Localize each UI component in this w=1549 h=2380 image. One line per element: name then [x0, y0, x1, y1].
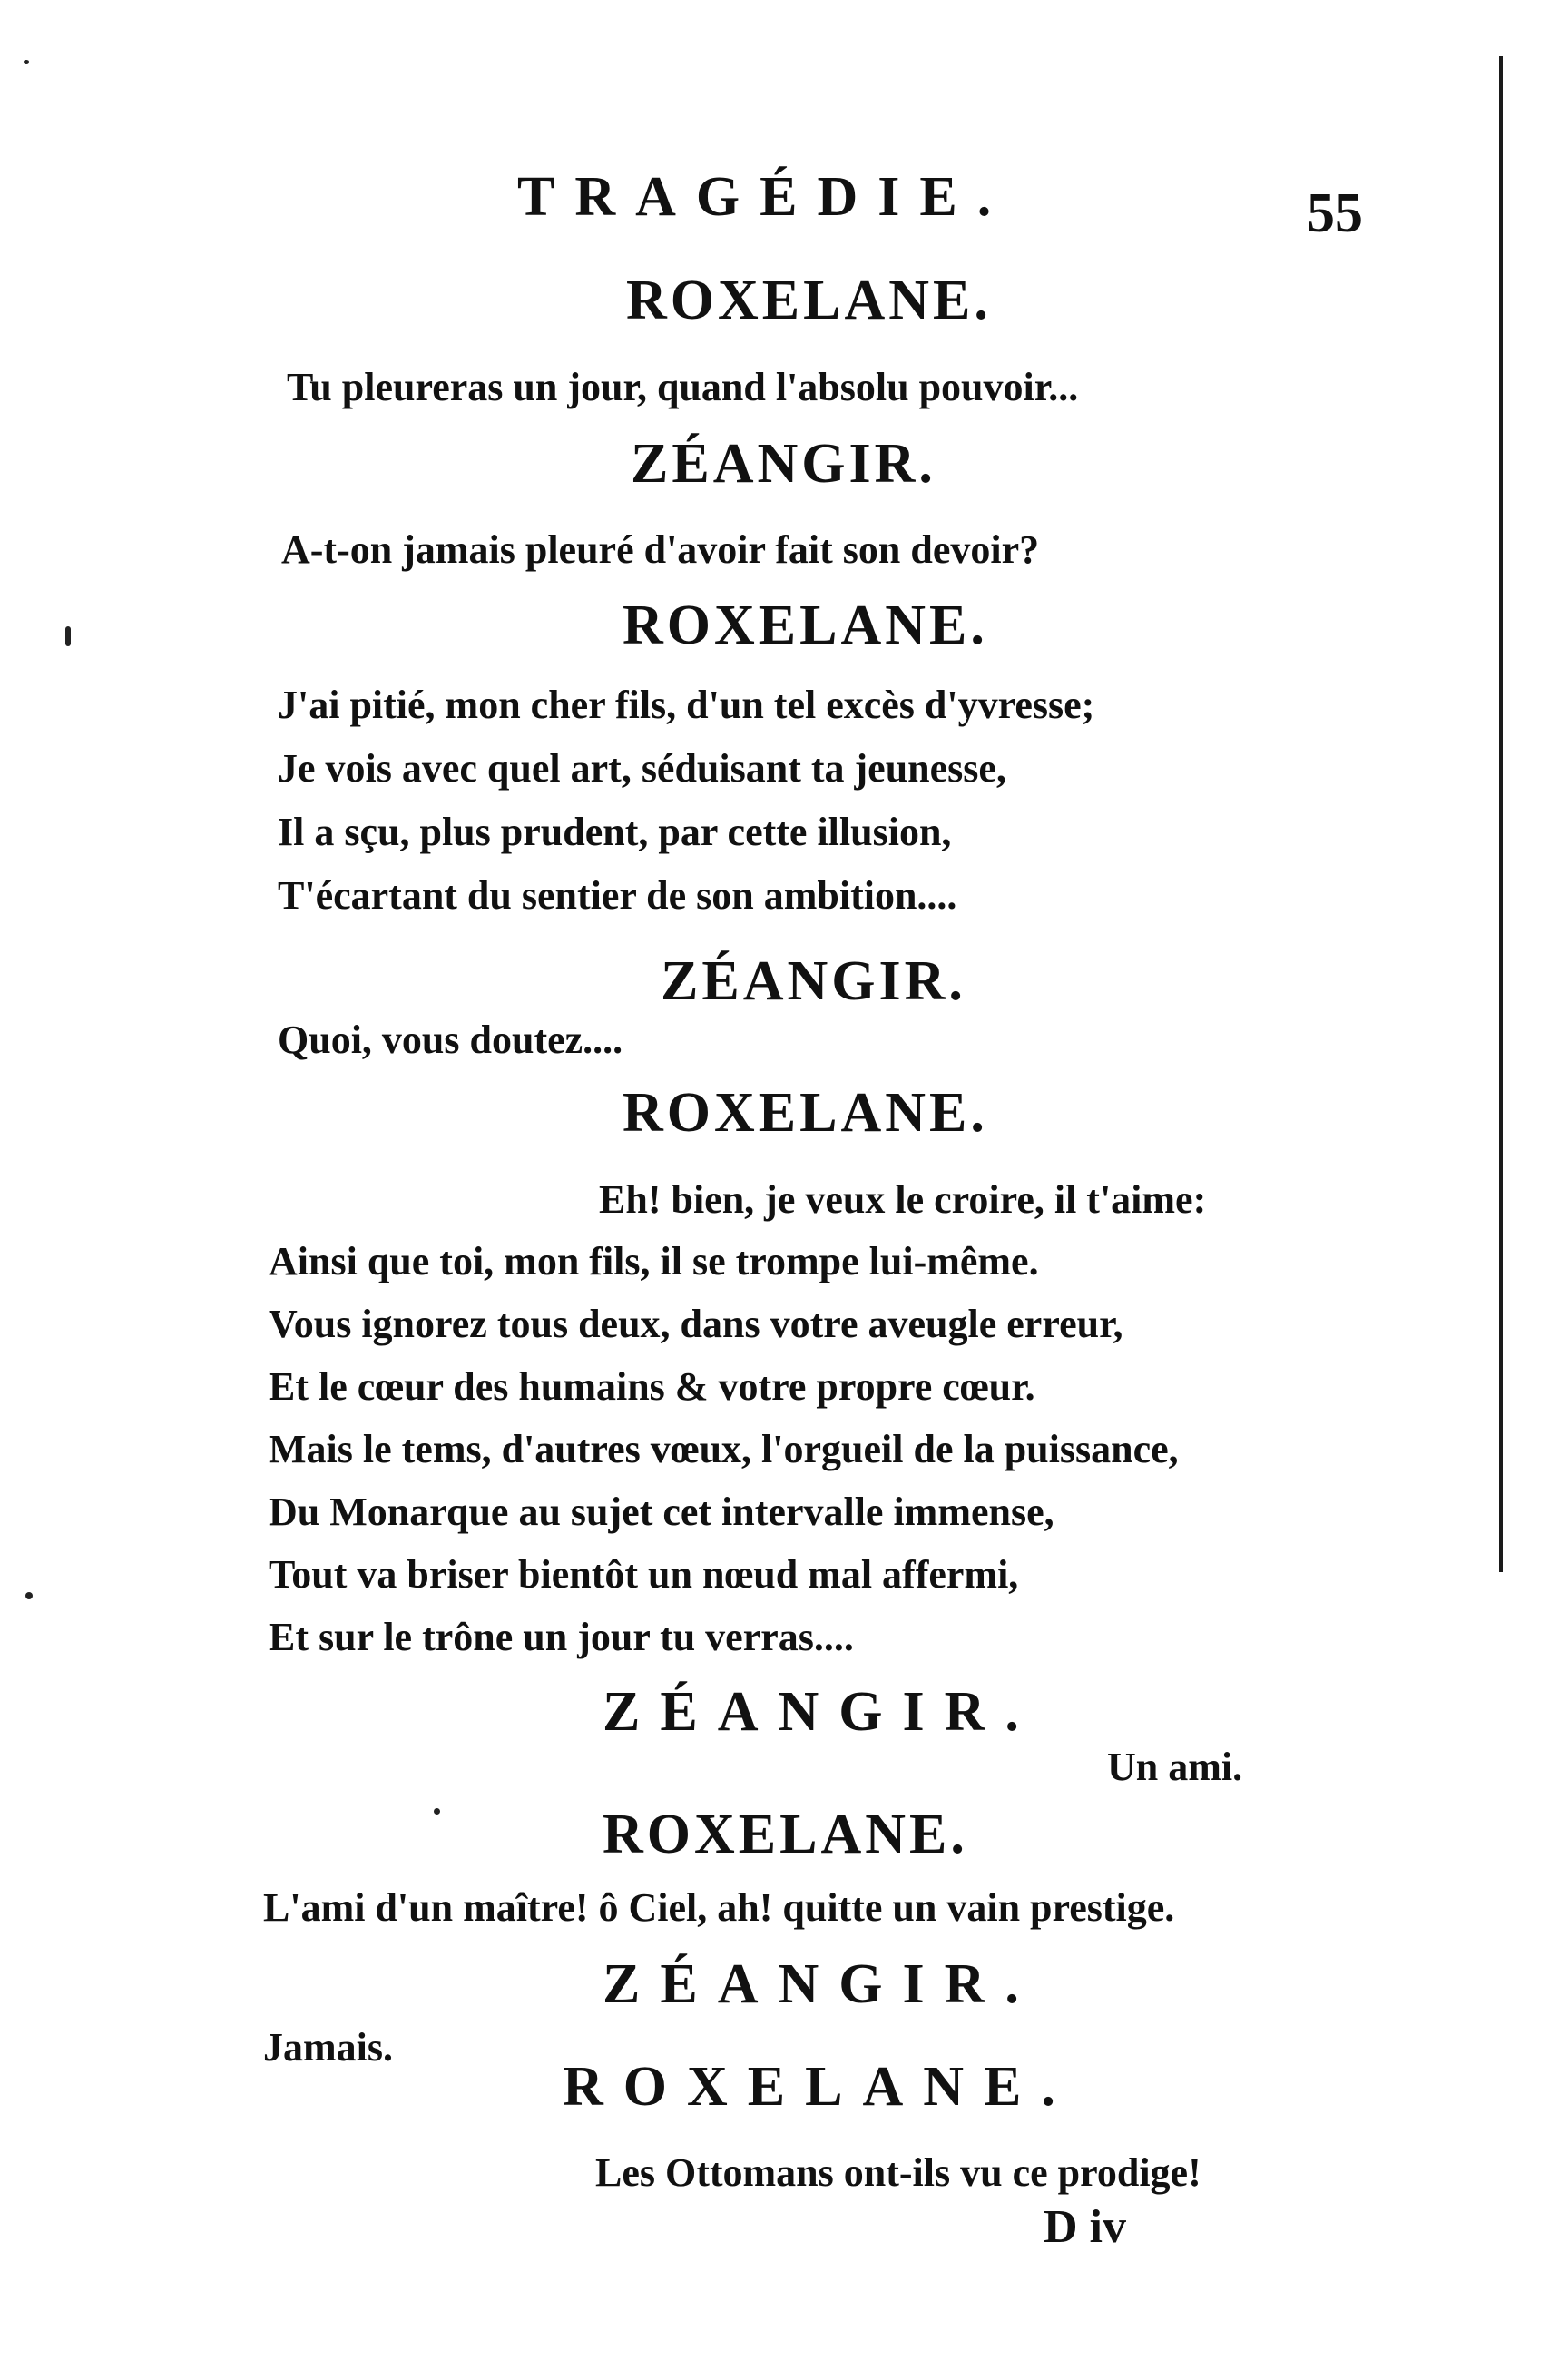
verse-line: L'ami d'un maître! ô Ciel, ah! quitte un vain prestige. [263, 1885, 1175, 1930]
speaker-name: ZÉANGIR. [631, 433, 936, 495]
speaker-name: ZÉANGIR. [661, 950, 966, 1012]
verse-line: Tout va briser bientôt un nœud mal affermi, [269, 1552, 1019, 1597]
verse-line: Vous ignorez tous deux, dans votre aveugle erreur, [269, 1302, 1123, 1346]
verse-line: Il a sçu, plus prudent, par cette illusion, [278, 810, 952, 854]
ink-speck [434, 1808, 440, 1815]
verse-line: A-t-on jamais pleuré d'avoir fait son devoir? [281, 527, 1040, 572]
verse-line: Eh! bien, je veux le croire, il t'aime: [599, 1177, 1207, 1222]
speaker-name: ZÉANGIR. [603, 1953, 1039, 2015]
speaker-name: ROXELANE. [626, 270, 992, 331]
page-number: 55 [1307, 182, 1363, 244]
speaker-name: ROXELANE. [623, 1082, 988, 1144]
verse-line: Tu pleureras un jour, quand l'absolu pouvoir... [287, 365, 1079, 409]
verse-line: Jamais. [263, 2025, 393, 2070]
speaker-name: ZÉANGIR. [603, 1681, 1039, 1743]
verse-line: Je vois avec quel art, séduisant ta jeunesse, [278, 746, 1006, 791]
ink-speck [65, 626, 71, 646]
running-title: TRAGÉDIE. [517, 166, 1012, 228]
speaker-name: ROXELANE. [603, 1804, 968, 1865]
verse-line: Et sur le trône un jour tu verras.... [269, 1615, 854, 1659]
ink-speck [25, 1592, 33, 1599]
verse-line: T'écartant du sentier de son ambition.... [278, 873, 957, 918]
verse-line: Un ami. [1107, 1745, 1243, 1789]
ink-speck [24, 60, 29, 64]
signature-mark: D iv [1044, 2201, 1126, 2253]
verse-line: Et le cœur des humains & votre propre cœur. [269, 1364, 1035, 1409]
page-edge-rule [1499, 56, 1503, 1572]
verse-line: J'ai pitié, mon cher fils, d'un tel excès d'yvresse; [278, 683, 1095, 727]
speaker-name: ROXELANE. [563, 2056, 1075, 2118]
verse-line: Les Ottomans ont-ils vu ce prodige! [595, 2150, 1201, 2195]
speaker-name: ROXELANE. [623, 595, 988, 656]
verse-line: Du Monarque au sujet cet intervalle immense, [269, 1490, 1054, 1534]
verse-line: Ainsi que toi, mon fils, il se trompe lui-même. [269, 1239, 1039, 1283]
verse-line: Quoi, vous doutez.... [278, 1018, 623, 1062]
verse-line: Mais le tems, d'autres vœux, l'orgueil de la puissance, [269, 1427, 1179, 1471]
